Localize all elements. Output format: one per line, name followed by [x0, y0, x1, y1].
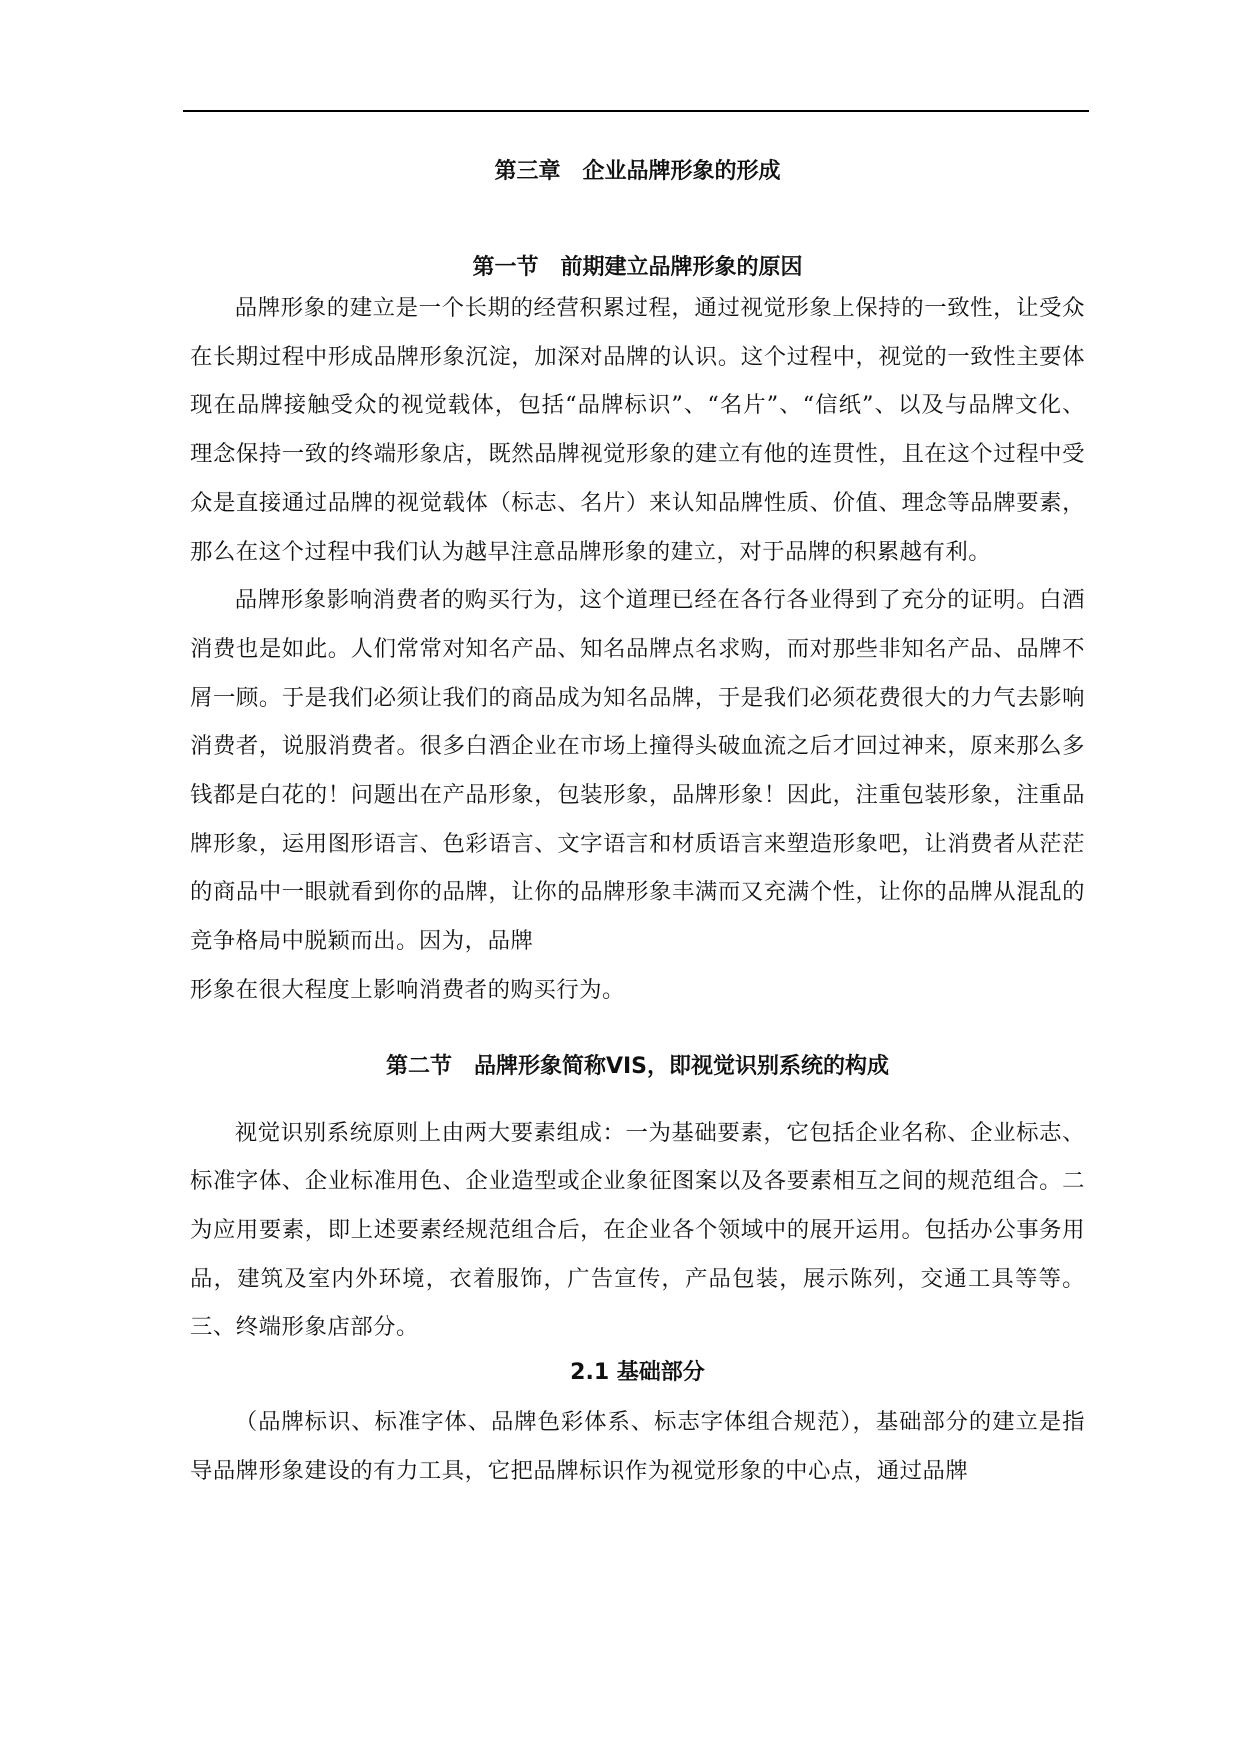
page-content — [190, 150, 1085, 1495]
subsection-paragraph: （品牌标识、标准字体、品牌色彩体系、标志字体组合规范），基础部分的建立是指导品牌形象建设的有力工具，它把品牌标识作为视觉形象的中心点，通过品牌 — [190, 1409, 1085, 1484]
section1-paragraph-1: 品牌形象的建立是一个长期的经营积累过程，通过视觉形象上保持的一致性，让受众在长期过程中形成品牌形象沉淀，加深对品牌的认识。这个过程中，视觉的一致性主要体现在品牌接触受众的视觉载体，包括“品牌标识”、“名片”、“信纸”、以及与品牌文化、理念保持一致的终端形象店，既然品牌视觉形象的建立有他的连贯性，且在这个过程中受众是直接通过品牌的视觉载体（标志、名片）来认知品牌性质、价值、理念等品牌要素，那么在这个过程中我们认为越早注意品牌形象的建立，对于品牌的积累越有利。 — [190, 295, 1085, 565]
section1-paragraph-2: 品牌形象影响消费者的购买行为，这个道理已经在各行各业得到了充分的证明。白酒消费也是如此。人们常常对知名产品、知名品牌点名求购，而对那些非知名产品、品牌不屑一顾。于是我们必须让我们的商品成为知名品牌，于是我们必须花费很大的力气去影响消费者，说服消费者。很多白酒企业在市场上撞得头破血流之后才回过神来，原来那么多钱都是白花的！问题出在产品形象，包装形象，品牌形象！因此，注重包装形象，注重品牌形象，运用图形语言、色彩语言、文字语言和材质语言来塑造形象吧，让消费者从茫茫的商品中一眼就看到你的品牌，让你的品牌形象丰满而又充满个性，让你的品牌从混乱的竞争格局中脱颖而出。因为，品牌 — [190, 587, 1085, 955]
chapter-title: 第三章 企业品牌形象的形成 — [494, 159, 781, 184]
section2-paragraph-1: 视觉识别系统原则上由两大要素组成：一为基础要素，它包括企业名称、企业标志、标准字体、企业标准用色、企业造型或企业象征图案以及各要素相互之间的规范组合。二为应用要素，即上述要素经规范组合后，在企业各个领域中的展开运用。包括办公事务用品，建筑及室内外环境，衣着服饰，广告宣传，产品包装，展示陈列，交通工具等等。三、终端形象店部分。 — [190, 1119, 1085, 1341]
header-rule — [183, 110, 1089, 112]
subsection-title: 2.1 基础部分 — [570, 1360, 705, 1386]
section1-paragraph-3: 形象在很大程度上影响消费者的购买行为。 — [190, 976, 625, 1003]
section1-title: 第一节 前期建立品牌形象的原因 — [472, 255, 803, 280]
section2-title: 第二节 品牌形象简称VIS，即视觉识别系统的构成 — [385, 1053, 890, 1079]
